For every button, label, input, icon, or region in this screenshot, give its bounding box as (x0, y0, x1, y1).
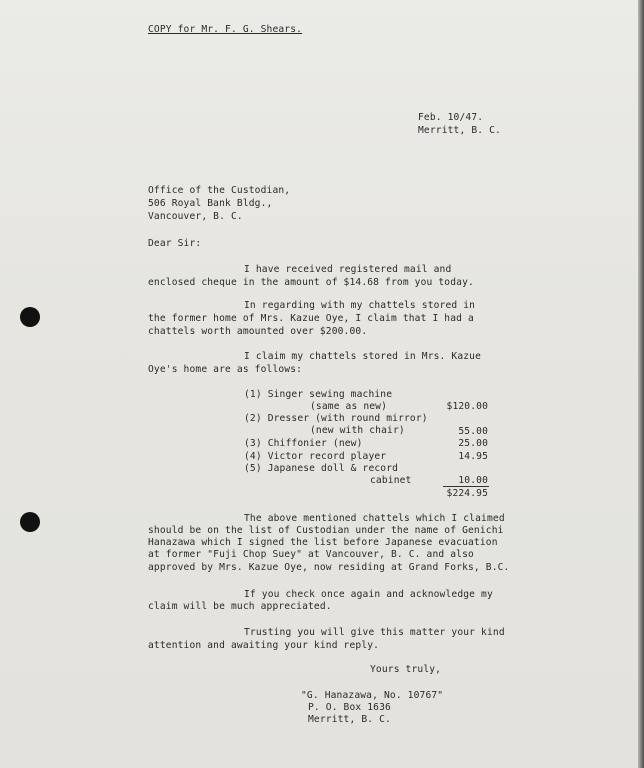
letter-place: Merritt, B. C. (418, 125, 501, 136)
punch-hole-icon (20, 307, 40, 327)
item-line: cabinet (370, 475, 412, 486)
item-amount: 25.00 (458, 438, 488, 449)
item-line: (3) Chiffonier (new) (244, 438, 363, 449)
items-total: $224.95 (446, 488, 488, 499)
paragraph-line: In regarding with my chattels stored in (244, 300, 476, 311)
item-line: (2) Dresser (with round mirror) (244, 413, 428, 424)
copy-header: COPY for Mr. F. G. Shears. (148, 24, 303, 35)
item-line: (5) Japanese doll & record (244, 463, 399, 474)
item-line: (same as new) (310, 401, 388, 412)
recipient-line: Vancouver, B. C. (148, 211, 243, 222)
paragraph-line: The above mentioned chattels which I claimed (244, 513, 505, 524)
paragraph-line: Hanazawa which I signed the list before Japanese evacuation (148, 537, 498, 548)
item-line: (1) Singer sewing machine (244, 389, 393, 400)
item-amount: 14.95 (458, 451, 488, 462)
paragraph-line: claim will be much appreciated. (148, 601, 332, 612)
item-line: (new with chair) (310, 425, 405, 436)
paragraph-line: I have received registered mail and (244, 264, 452, 275)
punch-hole-icon (20, 512, 40, 532)
paragraph-line: at former "Fuji Chop Suey" at Vancouver, B. C. and also (148, 549, 474, 560)
item-amount: $120.00 (446, 401, 488, 412)
paragraph-line: approved by Mrs. Kazue Oye, now residing at Grand Forks, B.C. (148, 562, 510, 573)
signature-line: "G. Hanazawa, No. 10767" (301, 690, 444, 701)
paragraph-line: Oye's home are as follows: (148, 364, 303, 375)
paragraph-line: should be on the list of Custodian under the name of Genichi (148, 525, 504, 536)
signature-line: Merritt, B. C. (308, 714, 391, 725)
letter-date: Feb. 10/47. (418, 112, 484, 123)
paragraph-line: If you check once again and acknowledge my (244, 589, 493, 600)
paragraph-line: chattels worth amounted over $200.00. (148, 326, 368, 337)
paragraph-line: Trusting you will give this matter your kind (244, 627, 505, 638)
item-amount: 55.00 (458, 426, 488, 437)
paragraph-line: I claim my chattels stored in Mrs. Kazue (244, 351, 482, 362)
page-edge-shadow (638, 0, 644, 768)
item-line: (4) Victor record player (244, 451, 387, 462)
item-amount: 10.00 (458, 475, 488, 486)
recipient-line: 506 Royal Bank Bldg., (148, 198, 273, 209)
salutation: Dear Sir: (148, 238, 202, 249)
closing: Yours truly, (370, 664, 442, 675)
signature-line: P. O. Box 1636 (308, 702, 391, 713)
paragraph-line: the former home of Mrs. Kazue Oye, I claim that I had a (148, 313, 474, 324)
sum-rule (443, 486, 489, 487)
paragraph-line: attention and awaiting your kind reply. (148, 640, 380, 651)
paragraph-line: enclosed cheque in the amount of $14.68 from you today. (148, 277, 474, 288)
recipient-line: Office of the Custodian, (148, 185, 291, 196)
